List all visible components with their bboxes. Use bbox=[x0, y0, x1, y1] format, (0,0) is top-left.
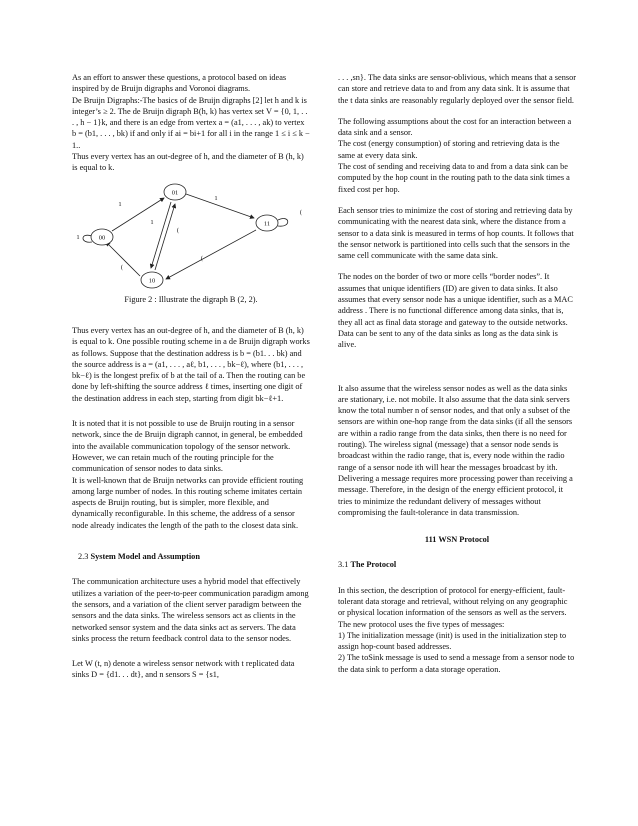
edge-label: 1 bbox=[214, 194, 218, 202]
section-heading bbox=[72, 551, 310, 562]
edge-label: ( bbox=[299, 208, 303, 216]
node-label: 11 bbox=[263, 220, 271, 228]
node-label: 10 bbox=[148, 277, 156, 285]
paragraph: Thus every vertex has an out-degree of h, and the diameter of B (h, k) is equal to k. One possible routing scheme in a de Bruijn digraph works as follows. Suppose that the destination address is b = (b1. . . bk) and the source address is a = (a1, . . . , aℓ, b1, . . . , bk−ℓ), where (b1, . . . , bk−ℓ) is the longest prefix of b at the tail of a. Then the routing can be done by left-shifting the source address ℓ times, inserting one digit of the destination address in each step, starting from digit bk−ℓ+1. bbox=[72, 325, 310, 403]
section-heading: 111 WSN Protocol bbox=[424, 535, 490, 545]
edge-10-01 bbox=[155, 204, 175, 270]
paragraph: . . . ,sn}. The data sinks are sensor-oblivious, which means that a sensor can store and retrieve data to and from any data sink. It is assume that the t data sinks are reasonably regularly deployed over the sensor field. bbox=[338, 73, 577, 105]
edge-label: 1 bbox=[150, 218, 154, 226]
paragraph: The following assumptions about the cost for an interaction between a data sink and a sensor. bbox=[338, 116, 572, 138]
subsection-number: 3.1 bbox=[338, 560, 349, 570]
node-label: 01 bbox=[171, 189, 179, 197]
paragraph: Thus every vertex has an out-degree of h, and the diameter of B (h, k) is equal to k. bbox=[72, 152, 304, 173]
edge-label: ( bbox=[176, 226, 180, 234]
paragraph: As an effort to answer these questions, a protocol based on ideas inspired by de Bruijn digraphs and Voronoi diagrams. bbox=[72, 73, 287, 94]
node-label: 00 bbox=[98, 234, 106, 242]
de-bruijn-digraph-figure bbox=[72, 176, 310, 294]
left-column bbox=[72, 72, 310, 681]
edge-label: ( bbox=[120, 263, 124, 271]
paragraph: Let W (t, n) denote a wireless sensor network with t replicated data sinks D = {d1. . . dt}, and n sensors S = {s1, bbox=[72, 659, 295, 680]
paragraph: It is noted that it is not possible to use de Bruijn routing in a sensor network, since the de Bruijn digraph cannot, in general, be embedded into the available communication topology of the sensor network. However, we can retain much of the routing principle for the communication of sensor nodes to data sinks. bbox=[72, 419, 303, 474]
paragraph: De Bruijn Digraphs:-The basics of de Bruijn digraphs [2] let h and k is integer’s ≥ 2. The de Bruijn digraph B(h, k) has vertex set V = {0, 1, . . . , h − 1}k, and there is an edge from vertex a = (a1, . . . , ak) to vertex b = (b1, . . . , bk) if and only if ai = bi+1 for all i in the range 1 ≤ i ≤ k − 1.. bbox=[72, 95, 310, 150]
section-title: System Model and Assumption bbox=[90, 552, 200, 562]
edge-label: 1 bbox=[118, 200, 122, 208]
figure-caption: Figure 2 : Illustrate the digraph B (2, 2). bbox=[124, 294, 258, 304]
section-number: 2.3 bbox=[78, 552, 89, 562]
paragraph: The cost of sending and receiving data to and from a data sink can be computed by the hop count in the routing path to the data sink times a fixed cost per hop. bbox=[338, 162, 570, 194]
edge-label: 1 bbox=[76, 233, 80, 241]
paragraph: It also assume that the wireless sensor nodes as well as the data sinks are stationary, i.e. not mobile. It also assume that the data sink servers know the total number n of sensor nodes, and that only a subset of the sensors are within one-hop range from the data sinks (if all the sensors are within a radio range from the data sinks, then there is no need for routing). The wireless signal (message) that a sensor node sends is broadcast within the radio range, that is, every node within the radio range of a sensor node ith will hear the messages broadcast by ith. Delivering a message requires more processing power than receiving a message. Therefore, in the design of the energy efficient protocol, it tries to minimize the redundant delivery of messages without compromising the fault-tolerance in data transmission. bbox=[338, 383, 573, 517]
paragraph: The cost (energy consumption) of storing and retrieving data is the same at every data sink. bbox=[338, 139, 560, 160]
right-column bbox=[338, 72, 576, 675]
edge-11-10 bbox=[166, 230, 256, 279]
paragraph: In this section, the description of protocol for energy-efficient, fault-tolerant data storage and retrieval, without relying on any geographic or physical location information of the sensors as well as the servers. The new protocol uses the five types of messages: bbox=[338, 585, 568, 629]
edge-01-11 bbox=[186, 194, 254, 218]
paragraph: 2) The toSink message is used to send a message from a sensor node to the data sink to perform a data storage operation. bbox=[338, 653, 575, 674]
self-loop-11 bbox=[278, 218, 288, 226]
paragraph: Each sensor tries to minimize the cost of storing and retrieving data by communicating with the nearest data sink, where the distance from a sensor to a data sink is measured in terms of hop counts. It follows that the sensor network is partitioned into cells such that the sensors in the same cell communicate with the same data sink. bbox=[338, 205, 574, 261]
paragraph: The nodes on the border of two or more cells “border nodes”. It assumes that unique identifiers (ID) are given to data sinks. It also assumes that every sensor node has a unique identifier, such as a MAC address . There is no functional difference among data sinks, that is, they all act as final data storage and gateway to the outside networks. Data can be sent to any of the data sinks as long as the data sink is alive. bbox=[338, 272, 573, 350]
subsection-heading bbox=[338, 559, 576, 570]
paragraph: The communication architecture uses a hybrid model that effectively utilizes a variation of the peer-to-peer communication paradigm among the sensors, and a variation of the client server paradigm between the sensors and the data sinks. The wireless sensors act as clients in the networked sensor system and the data sinks act as servers. The data sinks process the return feedback control data to the sensor nodes. bbox=[72, 577, 309, 643]
subsection-title: The Protocol bbox=[350, 560, 397, 570]
edge-label: ( bbox=[200, 254, 204, 262]
paragraph: 1) The initialization message (init) is used in the initialization step to assign hop-count based addresses. bbox=[338, 630, 567, 652]
edge-01-10 bbox=[151, 202, 171, 268]
paragraph: It is well-known that de Bruijn networks can provide efficient routing among large number of nodes. In this routing scheme imitates certain aspects de Bruijn routing, but is simpler, more flexible, and dynamically reconfigurable. In this scheme, the address of a sensor node already indicates the length of the path to the closest data sink. bbox=[72, 475, 304, 530]
